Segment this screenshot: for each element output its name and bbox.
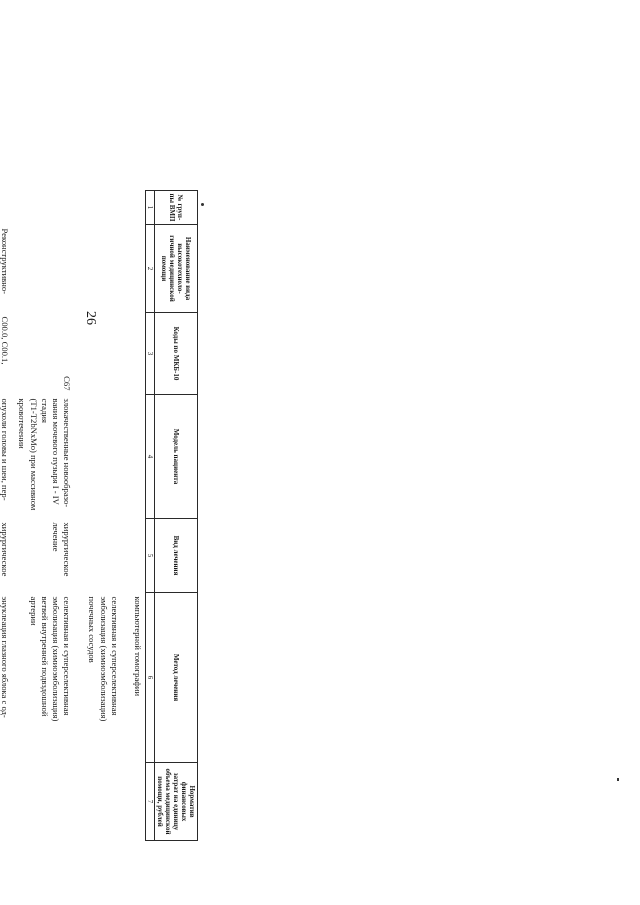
column-number: 4 — [146, 395, 155, 519]
cell-treatment-type — [74, 519, 145, 593]
method-item: энуклеация глазного яблока с од- — [0, 596, 11, 718]
cell-cost — [0, 763, 12, 841]
header-treatment-type: Вид лечения — [155, 519, 198, 593]
cell-group — [12, 191, 74, 225]
cell-treatment-type: хирургическое лечение — [50, 522, 73, 577]
cell-care-type — [74, 225, 145, 313]
cell-patient-model: опухоли головы и шеи, пер- — [0, 398, 11, 501]
cell-group — [0, 191, 12, 225]
column-number: 3 — [146, 313, 155, 395]
table-row — [74, 191, 145, 841]
header-patient-model: Модель пациента — [155, 395, 198, 519]
column-number: 1 — [146, 191, 155, 225]
cell-icd-codes: С67 — [62, 376, 73, 391]
table-header-row — [155, 191, 198, 841]
header-treatment-method: Метод лечения — [155, 593, 198, 763]
method-item: селективная и суперселективная эмболизация (химиоэмболизация) почечных сосудов — [87, 596, 120, 722]
column-number: 2 — [146, 225, 155, 313]
column-number: 7 — [146, 763, 155, 841]
method-item: компьютерной томографии — [133, 596, 143, 697]
cell-patient-model: злокачественные новообразо- вания мочевого пузыря I - IV стадия (T1-T2bNxMo) при массивном кровотечении — [17, 398, 73, 511]
scan-speck — [201, 203, 204, 206]
cell-treatment-methods — [0, 593, 12, 763]
header-icd-codes: Коды по МКБ-10 — [155, 313, 198, 395]
cell-treatment-type: хирургическое — [0, 522, 11, 577]
scan-speck — [617, 778, 619, 781]
column-number: 5 — [146, 519, 155, 593]
method-item: селективная и суперселективная эмболизация (химиоэмболизация) ветвей внутренней подвздошной артерии — [28, 596, 73, 722]
column-number-row — [146, 191, 155, 841]
cell-cost — [74, 763, 145, 841]
cell-patient-model — [74, 395, 145, 519]
cell-icd-codes — [74, 313, 145, 395]
cell-icd-codes: С00.0, С00.1, — [0, 316, 11, 365]
cell-care-type — [12, 225, 74, 313]
cell-cost — [12, 763, 74, 841]
cell-treatment-methods — [12, 593, 74, 763]
treatment-table — [0, 190, 198, 841]
cell-group — [74, 191, 145, 225]
header-care-type: Наименование вида высокотехноло- гичной медицинской помощи — [155, 225, 198, 313]
header-cost-standard: Норматив финансовых затрат на единицу объема медицинской помощи, рублей — [155, 763, 198, 841]
cell-care-type: Реконструктивно- — [0, 228, 11, 295]
header-group-number: № груп- пы ВМП — [155, 191, 198, 225]
table-row — [12, 191, 74, 841]
column-number: 6 — [146, 593, 155, 763]
cell-treatment-methods — [74, 593, 145, 763]
table-row — [0, 191, 12, 841]
page-number: 26 — [83, 311, 98, 325]
